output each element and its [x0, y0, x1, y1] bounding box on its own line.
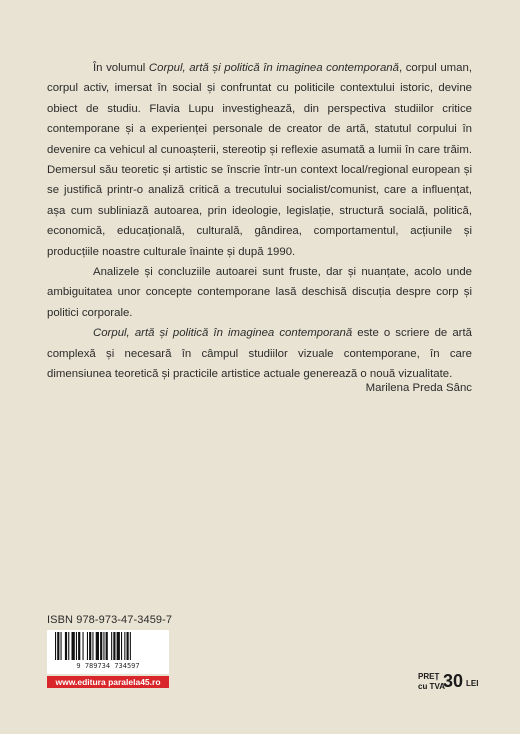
- barcode-bar: [83, 632, 84, 660]
- barcode-bar: [55, 632, 56, 660]
- price-tag: [404, 670, 479, 692]
- author-signature: Marilena Preda Sânc: [365, 382, 472, 394]
- barcode-bar: [72, 632, 75, 660]
- barcode-bar: [127, 632, 129, 660]
- isbn-number: ISBN 978-973-47-3459-7: [47, 614, 173, 626]
- barcode-bar: [61, 632, 62, 660]
- barcode-bar: [106, 632, 108, 660]
- blurb-p1-lead: În volumul: [93, 62, 149, 74]
- publisher-website: www.editura paralela45.ro: [47, 676, 169, 688]
- barcode-bar: [92, 632, 93, 660]
- book-title-italic: Corpul, artă și politică în imaginea contemporană: [93, 327, 353, 340]
- blurb-paragraph-3: [47, 323, 472, 384]
- barcode-bar: [113, 632, 115, 660]
- barcode-bar: [68, 632, 69, 660]
- barcode-bar: [124, 632, 125, 660]
- barcode-bar: [96, 632, 99, 660]
- price-value: 30: [443, 671, 464, 691]
- price-currency: LEI: [466, 679, 479, 688]
- barcode-bar: [87, 632, 88, 660]
- barcode-bar: [76, 632, 77, 660]
- barcode-bar: [111, 632, 112, 660]
- barcode-bar: [65, 632, 67, 660]
- blurb-paragraph-1: [47, 58, 472, 262]
- barcode-bar: [121, 632, 122, 660]
- barcode-bar: [100, 632, 102, 660]
- blurb-p1-rest: , corpul uman, corpul activ, imersat în social și confruntat cu politicile contextului istoric, devine obiect de studiu. Flavia Lupu investighează, din perspectiva studiilor critice contemporane și a experienței personale de creator de artă, statutul corpului în devenire ca vehicul al cunoașterii, stereotip și reflexie asumată a lumii în care trăim. Demersul său teoretic și artistic se înscrie într-un context local/regional european și se justifică printr-o analiză critică a trecutului socialist/comunist, care a influențat, așa cum subliniază autoarea, prin ideologie, legislație, structură socială, politică, economică, educațională, culturală, gândirea, comportamentul, acțiunile și producțiile noastre culturale înainte și după 1990.: [47, 62, 472, 258]
- barcode-bar: [103, 632, 104, 660]
- barcode-bar: [130, 632, 131, 660]
- book-title-italic: Corpul, artă și politică în imaginea contemporană: [148, 62, 399, 74]
- price-label: PREȚ: [418, 672, 440, 681]
- blurb-p3-rest: este o scriere de artă complexă și necesară în câmpul studiilor vizuale contemporane, în care dimensiunea teoretică și practicile artistice actuale generează o nouă vizualitate.: [47, 327, 472, 381]
- blurb-paragraph-2: Analizele și concluziile autoarei sunt fruste, dar și nuanțate, acolo unde ambiguitatea unor concepte contemporane lasă deschisă discuția despre corp și politici corporale.: [47, 266, 472, 319]
- back-cover-blurb: [47, 58, 472, 385]
- barcode-bar: [117, 632, 120, 660]
- price-vat-label: cu TVA: [418, 682, 445, 691]
- barcode-bar: [89, 632, 91, 660]
- barcode-digits: 9 789734 734597: [47, 661, 169, 671]
- barcode-bar: [57, 632, 59, 660]
- barcode-bar: [78, 632, 80, 660]
